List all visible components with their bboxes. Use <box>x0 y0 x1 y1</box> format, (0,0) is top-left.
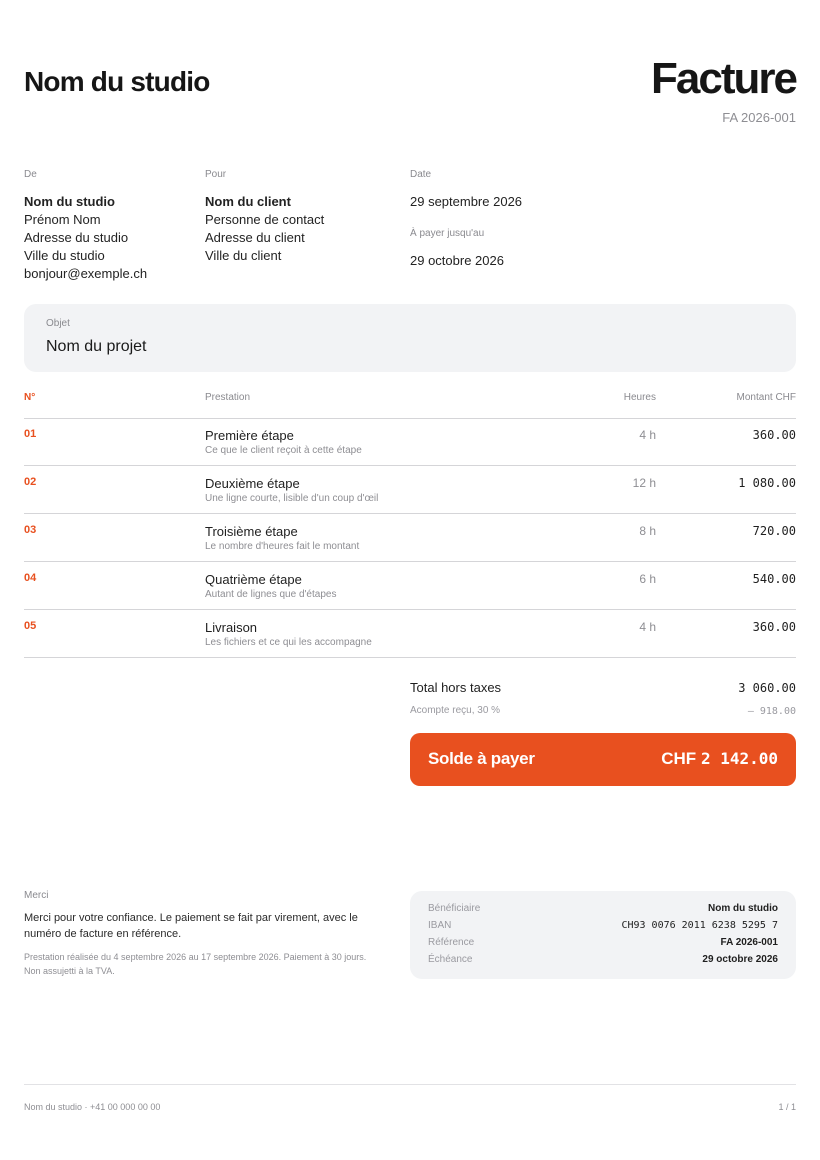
row-description: Le nombre d'heures fait le montant <box>205 541 360 552</box>
deposit-label: Acompte reçu, 30 % <box>410 705 501 716</box>
totals-block <box>410 680 796 724</box>
footer-contact: Nom du studio · +41 00 000 00 00 <box>24 1102 161 1112</box>
client-label: Pour <box>205 169 227 180</box>
column-header-amount: Montant CHF <box>736 392 796 403</box>
client-name: Nom du client <box>205 194 291 209</box>
page-number: 1 / 1 <box>778 1102 796 1112</box>
due-line <box>428 954 778 971</box>
column-header-service: Prestation <box>205 392 251 403</box>
payment-due-value: 29 octobre 2026 <box>702 954 778 965</box>
payment-due-label: Échéance <box>428 954 473 965</box>
invoice-date: 29 septembre 2026 <box>410 194 523 209</box>
balance-value: 2 142.00 <box>700 749 778 768</box>
reference-value: FA 2026-001 <box>720 937 778 948</box>
row-description: Autant de lignes que d'étapes <box>205 589 337 600</box>
sender-address: Adresse du studio <box>24 230 129 245</box>
table-row <box>24 562 796 610</box>
row-number: 05 <box>24 620 37 632</box>
row-hours: 8 h <box>639 524 656 538</box>
row-number: 01 <box>24 428 37 440</box>
column-header-hours: Heures <box>623 392 656 403</box>
client-city: Ville du client <box>205 248 282 263</box>
row-title: Quatrième étape <box>205 572 302 587</box>
client-contact: Personne de contact <box>205 212 325 227</box>
table-row <box>24 418 796 466</box>
sender-contact: Prénom Nom <box>24 212 101 227</box>
dates-block <box>410 166 522 270</box>
due-date-label: À payer jusqu'au <box>410 228 485 239</box>
payment-details-panel <box>410 891 796 979</box>
line-items <box>24 418 796 658</box>
project-name: Nom du projet <box>46 338 147 355</box>
client-block <box>205 166 324 265</box>
date-label: Date <box>410 169 432 180</box>
row-amount: 360.00 <box>752 428 796 442</box>
row-description: Une ligne courte, lisible d'un coup d'œil <box>205 493 379 504</box>
row-amount: 1 080.00 <box>738 476 796 490</box>
table-header <box>24 392 796 419</box>
sender-label: De <box>24 169 37 180</box>
deposit-line <box>410 702 796 724</box>
beneficiary-line <box>428 903 778 920</box>
row-number: 02 <box>24 476 37 488</box>
row-description: Les fichiers et ce qui les accompagne <box>205 637 372 648</box>
subject-panel <box>24 304 796 372</box>
subtotal-value: 3 060.00 <box>738 681 796 695</box>
due-date: 29 octobre 2026 <box>410 253 504 268</box>
row-amount: 540.00 <box>752 572 796 586</box>
thanks-block <box>24 890 374 978</box>
row-description: Ce que le client reçoit à cette étape <box>205 445 362 456</box>
row-hours: 6 h <box>639 572 656 586</box>
subtotal-label: Total hors taxes <box>410 680 502 695</box>
document-title: Facture <box>651 54 796 103</box>
balance-due-banner <box>410 733 796 786</box>
studio-name: Nom du studio <box>24 66 210 97</box>
balance-label: Solde à payer <box>428 749 535 768</box>
table-row <box>24 514 796 562</box>
row-number: 04 <box>24 572 37 584</box>
row-title: Première étape <box>205 428 294 443</box>
balance-amount <box>661 749 778 769</box>
client-address: Adresse du client <box>205 230 305 245</box>
row-title: Livraison <box>205 620 258 635</box>
row-hours: 12 h <box>632 476 656 490</box>
iban-line <box>428 920 778 937</box>
subject-label: Objet <box>46 318 70 329</box>
reference-label: Référence <box>428 937 475 948</box>
balance-currency: CHF <box>661 749 697 768</box>
sender-name: Nom du studio <box>24 194 115 209</box>
row-title: Troisième étape <box>205 524 298 539</box>
table-row <box>24 610 796 658</box>
table-row <box>24 466 796 514</box>
sender-block <box>24 166 147 283</box>
thanks-text: Merci pour votre confiance. Le paiement se fait par virement, avec le numéro de facture en référence. <box>24 912 358 940</box>
deposit-value: – 918.00 <box>747 706 796 717</box>
row-hours: 4 h <box>639 428 656 442</box>
iban-label: IBAN <box>428 920 452 931</box>
row-amount: 360.00 <box>752 620 796 634</box>
beneficiary-label: Bénéficiaire <box>428 903 481 914</box>
row-number: 03 <box>24 524 37 536</box>
sender-email[interactable]: bonjour@exemple.ch <box>24 266 148 281</box>
subtotal-line <box>410 680 796 702</box>
thanks-label: Merci <box>24 890 49 901</box>
invoice-number: FA 2026-001 <box>722 110 796 125</box>
row-title: Deuxième étape <box>205 476 300 491</box>
row-amount: 720.00 <box>752 524 796 538</box>
row-hours: 4 h <box>639 620 656 634</box>
iban-value: CH93 0076 2011 6238 5295 7 <box>621 920 778 931</box>
sender-city: Ville du studio <box>24 248 105 263</box>
reference-line <box>428 937 778 954</box>
footer-divider <box>24 1084 796 1085</box>
service-note: Prestation réalisée du 4 septembre 2026 au 17 septembre 2026. Paiement à 30 jours. Non assujetti à la TVA. <box>24 952 367 976</box>
invoice-page <box>24 0 796 1160</box>
column-header-number: N° <box>24 392 36 403</box>
beneficiary-value: Nom du studio <box>708 903 778 914</box>
